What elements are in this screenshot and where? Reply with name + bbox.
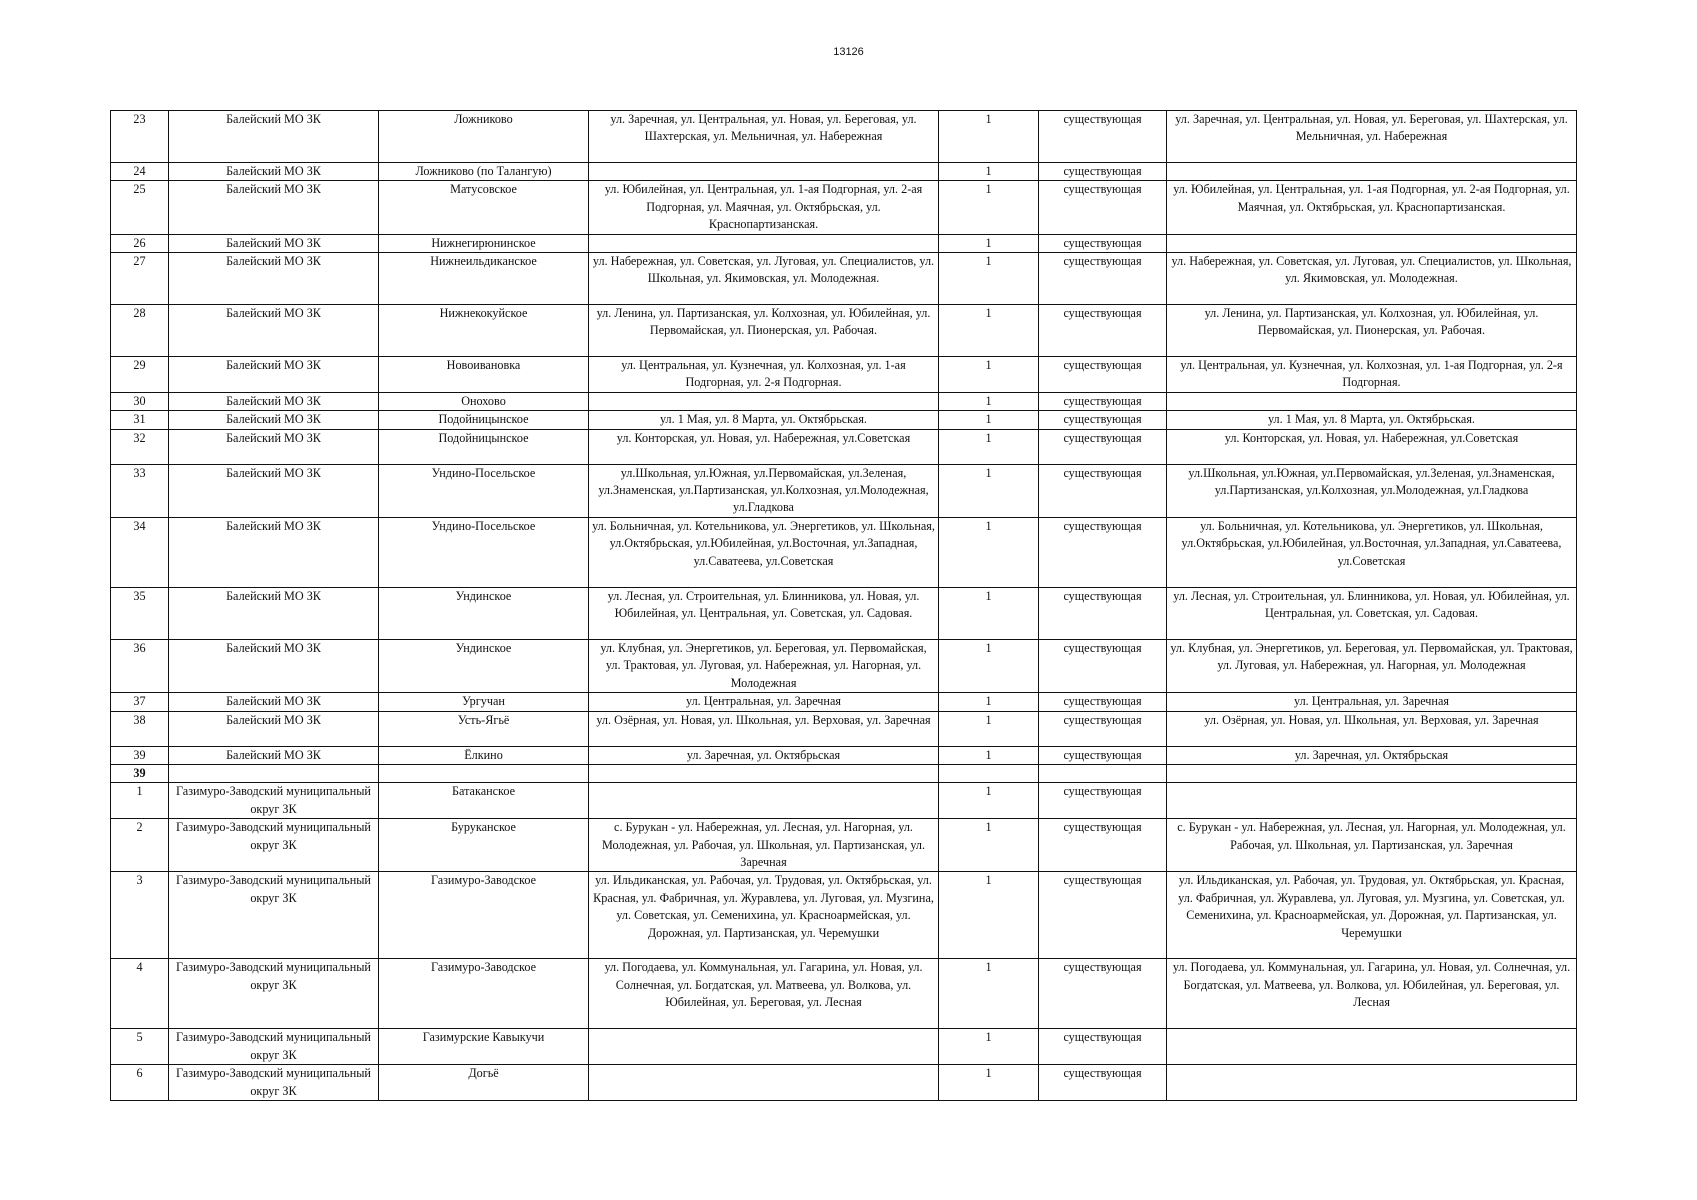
streets-served-cell: ул. Больничная, ул. Котельникова, ул. Энергетиков, ул. Школьная, ул.Октябрьская, ул.Юбилейная, ул.Восточная, ул.Западная, ул.Саватеева, ул.Советская xyxy=(1167,517,1577,587)
row-number-cell: 34 xyxy=(111,517,169,587)
streets-served-cell: ул. Набережная, ул. Советская, ул. Луговая, ул. Специалистов, ул. Школьная, ул. Якимовская, ул. Молодежная. xyxy=(1167,253,1577,305)
streets-served-cell: ул. Погодаева, ул. Коммунальная, ул. Гагарина, ул. Новая, ул. Солнечная, ул. Богдатская, ул. Матвеева, ул. Волкова, ул. Юбилейная, ул. Береговая, ул. Лесная xyxy=(1167,959,1577,1029)
settlement-cell: Нижнекокуйское xyxy=(379,305,589,357)
district-cell: Балейский МО ЗК xyxy=(169,111,379,163)
quantity-cell: 1 xyxy=(939,639,1039,692)
status-cell: существующая xyxy=(1039,517,1167,587)
table-row xyxy=(111,253,1577,305)
district-cell: Балейский МО ЗК xyxy=(169,411,379,429)
status-cell: существующая xyxy=(1039,639,1167,692)
status-cell: существующая xyxy=(1039,872,1167,959)
status-cell: существующая xyxy=(1039,464,1167,517)
status-cell: существующая xyxy=(1039,392,1167,410)
row-number-cell: 30 xyxy=(111,392,169,410)
streets-served-cell: ул.Школьная, ул.Южная, ул.Первомайская, ул.Зеленая, ул.Знаменская, ул.Партизанская, ул.Колхозная, ул.Молодежная, ул.Гладкова xyxy=(1167,464,1577,517)
streets-cell: ул. Озёрная, ул. Новая, ул. Школьная, ул. Верховая, ул. Заречная xyxy=(589,711,939,746)
streets-cell: ул. Больничная, ул. Котельникова, ул. Энергетиков, ул. Школьная, ул.Октябрьская, ул.Юбилейная, ул.Восточная, ул.Западная, ул.Саватеева, ул.Советская xyxy=(589,517,939,587)
district-cell: Балейский МО ЗК xyxy=(169,392,379,410)
streets-cell: ул. Набережная, ул. Советская, ул. Луговая, ул. Специалистов, ул. Школьная, ул. Якимовская, ул. Молодежная. xyxy=(589,253,939,305)
streets-cell xyxy=(589,764,939,782)
quantity-cell: 1 xyxy=(939,392,1039,410)
row-number-cell: 28 xyxy=(111,305,169,357)
streets-served-cell xyxy=(1167,764,1577,782)
settlement-cell: Догьё xyxy=(379,1065,589,1101)
table-row xyxy=(111,464,1577,517)
streets-served-cell xyxy=(1167,1029,1577,1065)
table-row xyxy=(111,163,1577,181)
streets-served-cell xyxy=(1167,783,1577,819)
district-cell xyxy=(169,764,379,782)
district-cell: Балейский МО ЗК xyxy=(169,429,379,464)
status-cell: существующая xyxy=(1039,429,1167,464)
streets-cell xyxy=(589,1065,939,1101)
status-cell xyxy=(1039,764,1167,782)
row-number-cell: 5 xyxy=(111,1029,169,1065)
quantity-cell: 1 xyxy=(939,819,1039,872)
district-cell: Балейский МО ЗК xyxy=(169,234,379,252)
quantity-cell: 1 xyxy=(939,111,1039,163)
streets-served-cell xyxy=(1167,163,1577,181)
settlement-cell: Усть-Ягьё xyxy=(379,711,589,746)
table-row xyxy=(111,357,1577,393)
row-number-cell: 35 xyxy=(111,587,169,639)
settlement-cell: Батаканское xyxy=(379,783,589,819)
streets-served-cell: ул. Клубная, ул. Энергетиков, ул. Береговая, ул. Первомайская, ул. Трактовая, ул. Луговая, ул. Набережная, ул. Нагорная, ул. Молодежная xyxy=(1167,639,1577,692)
status-cell: существующая xyxy=(1039,693,1167,711)
status-cell: существующая xyxy=(1039,357,1167,393)
settlement-cell: Новоивановка xyxy=(379,357,589,393)
row-number-cell: 23 xyxy=(111,111,169,163)
status-cell: существующая xyxy=(1039,181,1167,234)
quantity-cell: 1 xyxy=(939,163,1039,181)
table-row xyxy=(111,1065,1577,1101)
quantity-cell: 1 xyxy=(939,357,1039,393)
streets-served-cell: с. Бурукан - ул. Набережная, ул. Лесная, ул. Нагорная, ул. Молодежная, ул. Рабочая, ул. Школьная, ул. Партизанская, ул. Заречная xyxy=(1167,819,1577,872)
status-cell: существующая xyxy=(1039,1065,1167,1101)
settlement-cell: Онохово xyxy=(379,392,589,410)
district-cell: Балейский МО ЗК xyxy=(169,305,379,357)
streets-cell: с. Бурукан - ул. Набережная, ул. Лесная, ул. Нагорная, ул. Молодежная, ул. Рабочая, ул. Школьная, ул. Партизанская, ул. Заречная xyxy=(589,819,939,872)
table-row xyxy=(111,959,1577,1029)
row-number-cell: 24 xyxy=(111,163,169,181)
quantity-cell: 1 xyxy=(939,181,1039,234)
streets-served-cell: ул. Лесная, ул. Строительная, ул. Блинникова, ул. Новая, ул. Юбилейная, ул. Центральная, ул. Советская, ул. Садовая. xyxy=(1167,587,1577,639)
quantity-cell: 1 xyxy=(939,253,1039,305)
streets-served-cell: ул. Озёрная, ул. Новая, ул. Школьная, ул. Верховая, ул. Заречная xyxy=(1167,711,1577,746)
quantity-cell: 1 xyxy=(939,1065,1039,1101)
table-row xyxy=(111,872,1577,959)
row-number-cell: 39 xyxy=(111,746,169,764)
district-cell: Балейский МО ЗК xyxy=(169,693,379,711)
streets-cell: ул. Погодаева, ул. Коммунальная, ул. Гагарина, ул. Новая, ул. Солнечная, ул. Богдатская, ул. Матвеева, ул. Волкова, ул. Юбилейная, ул. Береговая, ул. Лесная xyxy=(589,959,939,1029)
streets-cell: ул. Заречная, ул. Октябрьская xyxy=(589,746,939,764)
district-cell: Балейский МО ЗК xyxy=(169,746,379,764)
streets-cell xyxy=(589,392,939,410)
status-cell: существующая xyxy=(1039,819,1167,872)
status-cell: существующая xyxy=(1039,587,1167,639)
settlement-cell: Ургучан xyxy=(379,693,589,711)
table-body xyxy=(111,111,1577,1101)
streets-served-cell: ул. 1 Мая, ул. 8 Марта, ул. Октябрьская. xyxy=(1167,411,1577,429)
table-row xyxy=(111,819,1577,872)
district-cell: Газимуро-Заводский муниципальный округ ЗК xyxy=(169,1065,379,1101)
streets-cell xyxy=(589,1029,939,1065)
row-number-cell: 1 xyxy=(111,783,169,819)
status-cell: существующая xyxy=(1039,411,1167,429)
status-cell: существующая xyxy=(1039,1029,1167,1065)
streets-served-cell: ул. Заречная, ул. Октябрьская xyxy=(1167,746,1577,764)
table-row xyxy=(111,1029,1577,1065)
status-cell: существующая xyxy=(1039,253,1167,305)
settlement-cell: Газимуро-Заводское xyxy=(379,872,589,959)
table-row xyxy=(111,639,1577,692)
streets-cell: ул. Ленина, ул. Партизанская, ул. Колхозная, ул. Юбилейная, ул. Первомайская, ул. Пионерская, ул. Рабочая. xyxy=(589,305,939,357)
streets-cell: ул. Центральная, ул. Кузнечная, ул. Колхозная, ул. 1-ая Подгорная, ул. 2-я Подгорная. xyxy=(589,357,939,393)
table-row xyxy=(111,111,1577,163)
district-cell: Балейский МО ЗК xyxy=(169,517,379,587)
district-cell: Балейский МО ЗК xyxy=(169,163,379,181)
settlement-cell: Буруканское xyxy=(379,819,589,872)
streets-served-cell: ул. Центральная, ул. Кузнечная, ул. Колхозная, ул. 1-ая Подгорная, ул. 2-я Подгорная. xyxy=(1167,357,1577,393)
quantity-cell: 1 xyxy=(939,959,1039,1029)
settlement-cell: Матусовское xyxy=(379,181,589,234)
row-number-cell: 2 xyxy=(111,819,169,872)
status-cell: существующая xyxy=(1039,711,1167,746)
streets-cell: ул. 1 Мая, ул. 8 Марта, ул. Октябрьская. xyxy=(589,411,939,429)
streets-served-cell: ул. Ильдиканская, ул. Рабочая, ул. Трудовая, ул. Октябрьская, ул. Красная, ул. Фабричная, ул. Журавлева, ул. Луговая, ул. Музгина, ул. Советская, ул. Семенихина, ул. Красноармейская, ул. Дорожная, ул. Партизанская, ул. Черемушки xyxy=(1167,872,1577,959)
row-number-cell: 25 xyxy=(111,181,169,234)
quantity-cell: 1 xyxy=(939,429,1039,464)
district-cell: Газимуро-Заводский муниципальный округ ЗК xyxy=(169,1029,379,1065)
quantity-cell xyxy=(939,764,1039,782)
streets-cell xyxy=(589,163,939,181)
row-number-cell: 29 xyxy=(111,357,169,393)
row-number-cell: 38 xyxy=(111,711,169,746)
table-row xyxy=(111,305,1577,357)
table-row xyxy=(111,234,1577,252)
streets-cell: ул. Центральная, ул. Заречная xyxy=(589,693,939,711)
streets-served-cell: ул. Ленина, ул. Партизанская, ул. Колхозная, ул. Юбилейная, ул. Первомайская, ул. Пионерская, ул. Рабочая. xyxy=(1167,305,1577,357)
streets-cell: ул. Клубная, ул. Энергетиков, ул. Береговая, ул. Первомайская, ул. Трактовая, ул. Луговая, ул. Набережная, ул. Нагорная, ул. Молодежная xyxy=(589,639,939,692)
status-cell: существующая xyxy=(1039,959,1167,1029)
settlement-cell: Ложниково xyxy=(379,111,589,163)
district-cell: Балейский МО ЗК xyxy=(169,639,379,692)
page-number: 13126 xyxy=(833,46,864,58)
quantity-cell: 1 xyxy=(939,587,1039,639)
settlement-cell xyxy=(379,764,589,782)
streets-served-cell: ул. Заречная, ул. Центральная, ул. Новая, ул. Береговая, ул. Шахтерская, ул. Мельничная, ул. Набережная xyxy=(1167,111,1577,163)
table-row xyxy=(111,783,1577,819)
district-cell: Балейский МО ЗК xyxy=(169,464,379,517)
status-cell: существующая xyxy=(1039,746,1167,764)
settlement-cell: Подойницынское xyxy=(379,411,589,429)
district-cell: Балейский МО ЗК xyxy=(169,253,379,305)
streets-served-cell: ул. Конторская, ул. Новая, ул. Набережная, ул.Советская xyxy=(1167,429,1577,464)
row-number-cell: 33 xyxy=(111,464,169,517)
table-row xyxy=(111,429,1577,464)
quantity-cell: 1 xyxy=(939,234,1039,252)
streets-cell: ул. Заречная, ул. Центральная, ул. Новая, ул. Береговая, ул. Шахтерская, ул. Мельничная, ул. Набережная xyxy=(589,111,939,163)
row-number-cell: 3 xyxy=(111,872,169,959)
quantity-cell: 1 xyxy=(939,693,1039,711)
settlement-cell: Нижнеильдиканское xyxy=(379,253,589,305)
streets-served-cell xyxy=(1167,234,1577,252)
registry-table xyxy=(110,110,1577,1101)
quantity-cell: 1 xyxy=(939,464,1039,517)
streets-served-cell: ул. Юбилейная, ул. Центральная, ул. 1-ая Подгорная, ул. 2-ая Подгорная, ул. Маячная, ул. Октябрьская, ул. Краснопартизанская. xyxy=(1167,181,1577,234)
settlement-cell: Ундинское xyxy=(379,639,589,692)
streets-served-cell: ул. Центральная, ул. Заречная xyxy=(1167,693,1577,711)
streets-cell: ул. Юбилейная, ул. Центральная, ул. 1-ая Подгорная, ул. 2-ая Подгорная, ул. Маячная, ул. Октябрьская, ул. Краснопартизанская. xyxy=(589,181,939,234)
streets-cell: ул. Конторская, ул. Новая, ул. Набережная, ул.Советская xyxy=(589,429,939,464)
table-row xyxy=(111,711,1577,746)
status-cell: существующая xyxy=(1039,783,1167,819)
quantity-cell: 1 xyxy=(939,746,1039,764)
streets-cell xyxy=(589,783,939,819)
row-number-cell: 31 xyxy=(111,411,169,429)
status-cell: существующая xyxy=(1039,305,1167,357)
streets-cell xyxy=(589,234,939,252)
status-cell: существующая xyxy=(1039,234,1167,252)
table-row xyxy=(111,181,1577,234)
settlement-cell: Ундино-Посельское xyxy=(379,464,589,517)
quantity-cell: 1 xyxy=(939,783,1039,819)
settlement-cell: Ёлкино xyxy=(379,746,589,764)
row-number-cell: 4 xyxy=(111,959,169,1029)
streets-cell: ул.Школьная, ул.Южная, ул.Первомайская, ул.Зеленая, ул.Знаменская, ул.Партизанская, ул.Колхозная, ул.Молодежная, ул.Гладкова xyxy=(589,464,939,517)
table-row xyxy=(111,693,1577,711)
streets-served-cell xyxy=(1167,392,1577,410)
settlement-cell: Ложниково (по Талангую) xyxy=(379,163,589,181)
table-row xyxy=(111,392,1577,410)
settlement-cell: Подойницынское xyxy=(379,429,589,464)
status-cell: существующая xyxy=(1039,163,1167,181)
streets-cell: ул. Ильдиканская, ул. Рабочая, ул. Трудовая, ул. Октябрьская, ул. Красная, ул. Фабричная, ул. Журавлева, ул. Луговая, ул. Музгина, ул. Советская, ул. Семенихина, ул. Красноармейская, ул. Дорожная, ул. Партизанская, ул. Черемушки xyxy=(589,872,939,959)
quantity-cell: 1 xyxy=(939,517,1039,587)
settlement-cell: Нижнегирюнинское xyxy=(379,234,589,252)
table-row xyxy=(111,517,1577,587)
district-cell: Балейский МО ЗК xyxy=(169,357,379,393)
row-number-cell: 32 xyxy=(111,429,169,464)
table-row xyxy=(111,746,1577,764)
district-cell: Балейский МО ЗК xyxy=(169,181,379,234)
streets-cell: ул. Лесная, ул. Строительная, ул. Блинникова, ул. Новая, ул. Юбилейная, ул. Центральная, ул. Советская, ул. Садовая. xyxy=(589,587,939,639)
district-cell: Газимуро-Заводский муниципальный округ ЗК xyxy=(169,872,379,959)
quantity-cell: 1 xyxy=(939,305,1039,357)
row-number-cell: 37 xyxy=(111,693,169,711)
table-row xyxy=(111,411,1577,429)
district-cell: Балейский МО ЗК xyxy=(169,587,379,639)
settlement-cell: Газимуро-Заводское xyxy=(379,959,589,1029)
settlement-cell: Газимурские Кавыкучи xyxy=(379,1029,589,1065)
settlement-cell: Ундино-Посельское xyxy=(379,517,589,587)
district-cell: Газимуро-Заводский муниципальный округ ЗК xyxy=(169,783,379,819)
row-number-cell: 6 xyxy=(111,1065,169,1101)
table-row xyxy=(111,587,1577,639)
table-row xyxy=(111,764,1577,782)
row-number-cell: 26 xyxy=(111,234,169,252)
row-number-cell: 39 xyxy=(111,764,169,782)
quantity-cell: 1 xyxy=(939,711,1039,746)
settlement-cell: Ундинское xyxy=(379,587,589,639)
streets-served-cell xyxy=(1167,1065,1577,1101)
district-cell: Газимуро-Заводский муниципальный округ ЗК xyxy=(169,959,379,1029)
row-number-cell: 36 xyxy=(111,639,169,692)
district-cell: Газимуро-Заводский муниципальный округ ЗК xyxy=(169,819,379,872)
quantity-cell: 1 xyxy=(939,411,1039,429)
quantity-cell: 1 xyxy=(939,1029,1039,1065)
district-cell: Балейский МО ЗК xyxy=(169,711,379,746)
status-cell: существующая xyxy=(1039,111,1167,163)
row-number-cell: 27 xyxy=(111,253,169,305)
quantity-cell: 1 xyxy=(939,872,1039,959)
